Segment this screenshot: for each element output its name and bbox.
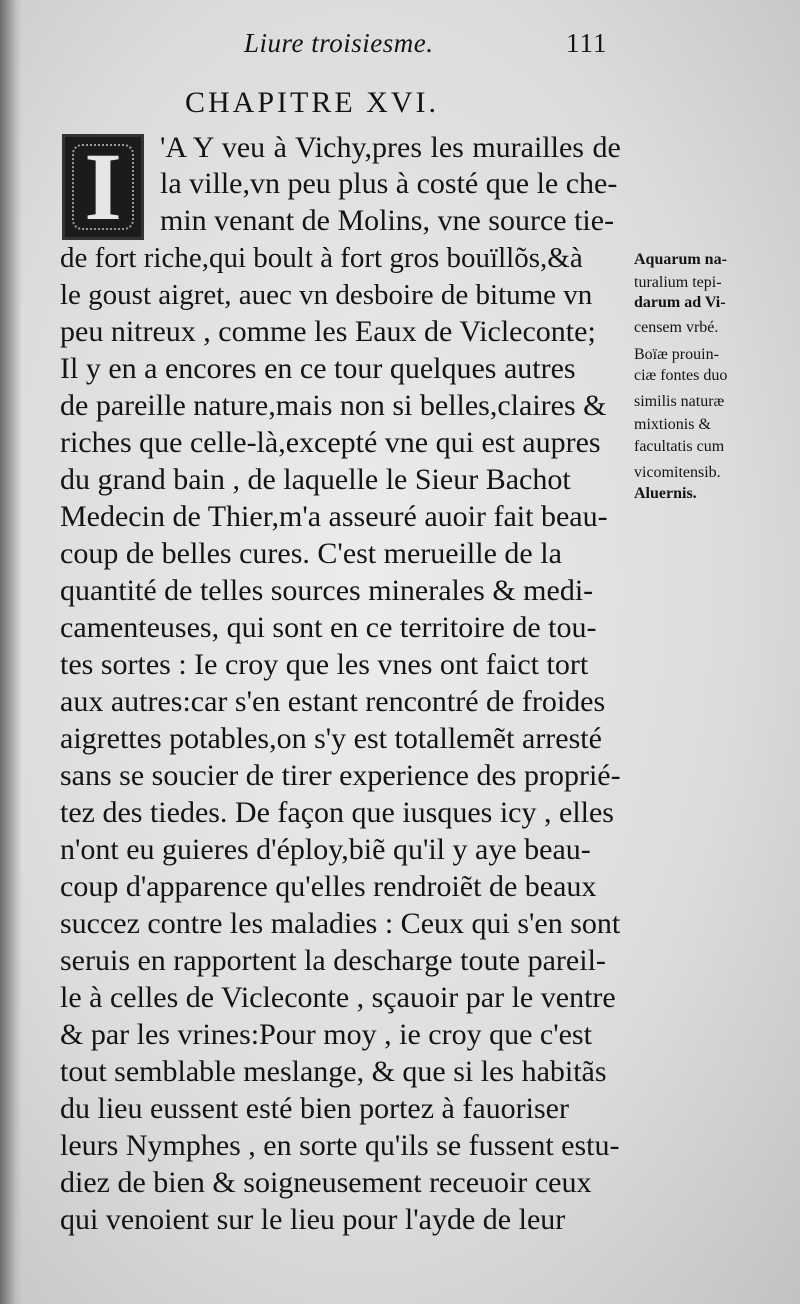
margin-note-line: facultatis cum <box>634 438 725 455</box>
margin-note-line: darum ad Vi- <box>634 294 726 311</box>
margin-note-line: mixtionis & <box>634 416 711 433</box>
body-line: n'ont eu guieres d'éploy,biẽ qu'il y aye beau- <box>60 833 591 866</box>
body-line: aigrettes potables,on s'y est totallemẽt arresté <box>60 722 602 755</box>
body-line: le goust aigret, auec vn desboire de bitume vn <box>60 279 593 311</box>
margin-note-line: Aluernis. <box>634 485 697 502</box>
body-line: min venant de Molins, vne source tie- <box>160 204 615 237</box>
body-line: quantité de telles sources minerales & medi- <box>60 574 594 607</box>
body-line: Il y en a encores en ce tour quelques autres <box>60 352 576 385</box>
margin-note-line: similis naturæ <box>634 393 725 410</box>
body-line: tes sortes : Ie croy que les vnes ont faict tort <box>60 648 589 681</box>
body-line: aux autres:car s'en estant rencontré de froides <box>60 685 606 718</box>
body-line: tout semblable meslange, & que si les habitãs <box>60 1055 607 1088</box>
page-number: 111 <box>566 28 608 58</box>
body-line: tez des tiedes. De façon que iusques icy , elles <box>60 796 614 829</box>
body-line: & par les vrines:Pour moy , ie croy que c'est <box>60 1018 592 1051</box>
margin-note-line: Boïæ prouin- <box>634 346 719 363</box>
body-line: 'A Y veu à Vichy,pres les murailles de <box>160 131 621 164</box>
chapter-heading: CHAPITRE XVI. <box>185 86 439 119</box>
body-line: Medecin de Thier,m'a asseuré auoir fait beau- <box>60 500 608 533</box>
body-line: riches que celle-là,excepté vne qui est aupres <box>60 426 601 459</box>
body-line: la ville,vn peu plus à costé que le che- <box>160 167 618 200</box>
body-line: de pareille nature,mais non si belles,claires & <box>60 389 607 422</box>
running-title: Liure troisiesme. <box>244 28 434 58</box>
body-line: du grand bain , de laquelle le Sieur Bachot <box>60 463 571 496</box>
body-line: leurs Nymphes , en sorte qu'ils se fussent estu- <box>60 1129 620 1162</box>
body-line: sans se soucier de tirer experience des proprié- <box>60 759 621 792</box>
drop-cap-letter: I <box>84 133 122 240</box>
body-line: le à celles de Vicleconte , sçauoir par le ventre <box>60 981 616 1014</box>
body-line: diez de bien & soigneusement receuoir ceux <box>60 1166 592 1199</box>
body-line: qui venoient sur le lieu pour l'ayde de leur <box>60 1203 566 1236</box>
body-line: du lieu eussent esté bien portez à fauoriser <box>60 1092 569 1125</box>
running-head <box>0 22 800 66</box>
body-line: coup de belles cures. C'est merueille de la <box>60 537 562 570</box>
body-line: de fort riche,qui boult à fort gros bouïllõs,&à <box>60 242 583 274</box>
drop-cap-initial <box>62 134 144 240</box>
margin-note-line: censem vrbé. <box>634 319 719 336</box>
body-line: coup d'apparence qu'elles rendroiẽt de beaux <box>60 870 597 903</box>
margin-note-line: Aquarum na- <box>634 251 727 268</box>
body-line: camenteuses, qui sont en ce territoire de tou- <box>60 611 597 644</box>
margin-note-line: vicomitensib. <box>634 464 721 481</box>
body-line: seruis en rapportent la descharge toute pareil- <box>60 944 606 977</box>
body-line: succez contre les maladies : Ceux qui s'en sont <box>60 907 621 940</box>
body-line: peu nitreux , comme les Eaux de Vicleconte; <box>60 315 596 348</box>
margin-note-line: ciæ fontes duo <box>634 367 728 384</box>
margin-note-line: turalium tepi- <box>634 274 722 291</box>
